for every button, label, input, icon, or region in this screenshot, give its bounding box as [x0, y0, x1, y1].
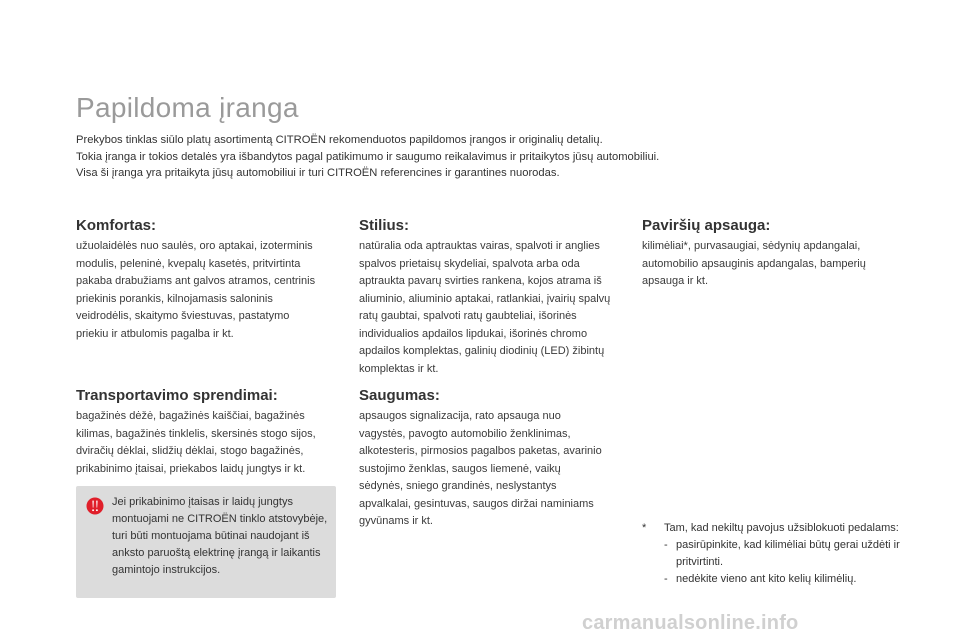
footnote-item: [642, 571, 904, 588]
intro-line: Visa ši įranga yra pritaikyta jūsų automobiliui ir turi CITROËN referencines ir garantines nuorodas.: [76, 167, 560, 179]
saugumas-heading: Saugumas:: [359, 387, 440, 404]
stilius-text: natūralia oda aptrauktas vairas, spalvoti ir anglies spalvos prietaisų skydeliai, spalvota arba oda aptraukta pavarų svirties rankena, kojos atrama iš aliuminio, aliuminio aptakai, ratlankiai, įvairių spalvų ratų gaubtai, spalvoti ratų gaubteliai, išorinės individualios apdailos lipdukai, išorinės chromo apdailos komplektas, galinių diodinių (LED) žibintų komplektas ir kt.: [359, 240, 611, 375]
komfortas-heading: Komfortas:: [76, 217, 157, 234]
komfortas-text: užuolaidėlės nuo saulės, oro aptakai, izoterminis modulis, peleninė, kvepalų kasetės, pritvirtinta pakaba drabužiams ant galvos atramos, centrinis priekinis porankis, kilnojamasis saloninis veidrodėlis, skaitymo šviestuvas, pastatymo priekiu ir atbulomis pagalba ir kt.: [76, 240, 316, 340]
warning-box: [76, 486, 336, 598]
saugumas-text: apsaugos signalizacija, rato apsauga nuo vagystės, pavogto automobilio ženklinimas, alkotesteris, pirmosios pagalbos paketas, avarinio sustojimo ženklas, saugos liemenė, vaikų sėdynės, sniego grandinės, neslystantys apvalkalai, gesintuvas, saugos diržai naminiams gyvūnams ir kt.: [359, 410, 602, 527]
pavirsiu-text: kilimėliai*, purvasaugiai, sėdynių apdangalai, automobilio apsauginis apdangalas, bamperių apsauga ir kt.: [642, 240, 866, 287]
warning-text: Jei prikabinimo įtaisas ir laidų jungtys montuojami ne CITROËN tinklo atstovybėje, turi būti montuojama būtinai naudojant iš anksto paruoštą elektrinę įrangą ir laikantis gamintojo instrukcijos.: [112, 496, 328, 576]
footnote-dash: -: [664, 573, 668, 585]
transportavimo-text: bagažinės dėžė, bagažinės kaiščiai, bagažinės kilimas, bagažinės tinklelis, skersinės stogo sijos, dviračių dėklai, slidžių dėklai, stogo bagažinės, prikabinimo įtaisai, priekabos laidų jungtys ir kt.: [76, 410, 316, 475]
footnote-star: *: [642, 522, 647, 534]
footnote-item: [642, 537, 904, 571]
footnote-dash: -: [664, 539, 668, 551]
pavirsiu-heading: Paviršių apsauga:: [642, 217, 771, 234]
footnote-main: Tam, kad nekiltų pavojus užsiblokuoti pedalams:: [664, 522, 899, 534]
footnote-item-text: nedėkite vieno ant kito kelių kilimėlių.: [676, 573, 857, 585]
intro-line: Tokia įranga ir tokios detalės yra išbandytos pagal patikimumo ir saugumo reikalavimus ir pritaikytos jūsų automobiliui.: [76, 150, 660, 163]
stilius-heading: Stilius:: [359, 217, 410, 234]
transportavimo-heading: Transportavimo sprendimai:: [76, 387, 278, 404]
watermark: carmanualsonline.info: [582, 612, 799, 634]
warning-exclamation-icon: [86, 497, 104, 515]
intro-text: [76, 132, 896, 182]
intro-line: Prekybos tinklas siūlo platų asortimentą CITROËN rekomenduotos papildomos įrangos ir originalių detalių.: [76, 134, 603, 146]
page-title: Papildoma įranga: [76, 92, 299, 123]
footnote-item-text: pasirūpinkite, kad kilimėliai būtų gerai uždėti ir pritvirtinti.: [676, 539, 900, 568]
footnote: [642, 520, 904, 588]
